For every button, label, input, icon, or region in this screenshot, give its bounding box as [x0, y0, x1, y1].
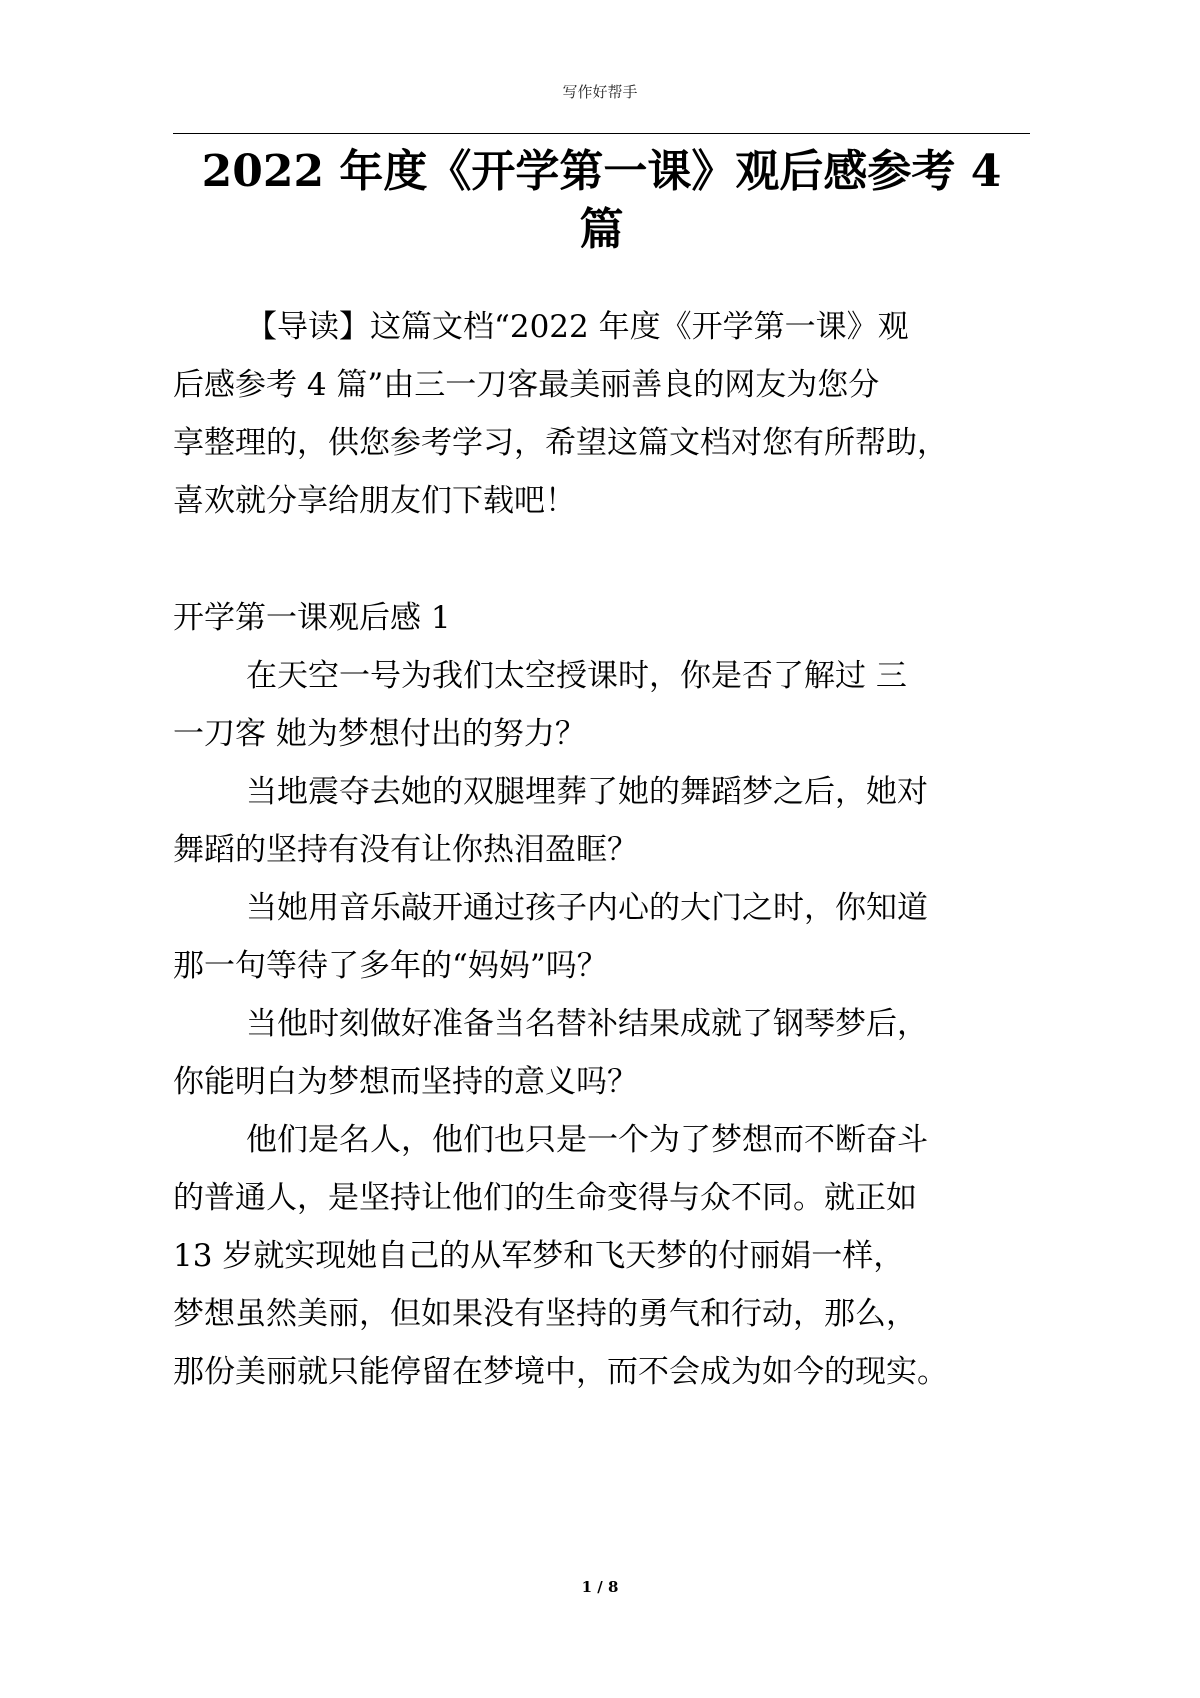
- body-line: 那一句等待了多年的“妈妈”吗？: [173, 948, 608, 984]
- body-line: 你能明白为梦想而坚持的意义吗？: [173, 1064, 638, 1100]
- body-line: 那份美丽就只能停留在梦境中，而不会成为如今的现实。: [173, 1354, 948, 1390]
- body-line: 梦想虽然美丽，但如果没有坚持的勇气和行动，那么，: [173, 1296, 917, 1332]
- body-line: 当她用音乐敲开通过孩子内心的大门之时，你知道: [246, 890, 928, 926]
- page-number: 1 / 8: [581, 1578, 619, 1596]
- body-line: 13 岁就实现她自己的从军梦和飞天梦的付丽娟一样，: [173, 1238, 905, 1274]
- header-divider: [173, 133, 1030, 134]
- intro-line: 喜欢就分享给朋友们下载吧！: [173, 483, 576, 519]
- intro-line: 后感参考 4 篇”由三一刀客最美丽善良的网友为您分: [173, 367, 880, 403]
- body-line: 在天空一号为我们太空授课时，你是否了解过 三: [246, 658, 907, 694]
- body-line: 当地震夺去她的双腿埋葬了她的舞蹈梦之后，她对: [246, 774, 928, 810]
- document-title: [173, 143, 1030, 259]
- body-line: 他们是名人，他们也只是一个为了梦想而不断奋斗: [246, 1122, 928, 1158]
- body-line: 当他时刻做好准备当名替补结果成就了钢琴梦后，: [246, 1006, 928, 1042]
- title-line-2: 篇: [579, 204, 624, 255]
- intro-line: 【导读】这篇文档“2022 年度《开学第一课》观: [246, 309, 909, 345]
- intro-line: 享整理的，供您参考学习，希望这篇文档对您有所帮助，: [173, 425, 948, 461]
- body-line: 舞蹈的坚持有没有让你热泪盈眶？: [173, 832, 638, 868]
- title-line-1: 2022 年度《开学第一课》观后感参考 4: [201, 146, 1002, 197]
- section-heading: 开学第一课观后感 1: [173, 600, 451, 636]
- page-header: 写作好帮手: [562, 83, 638, 101]
- body-line: 的普通人，是坚持让他们的生命变得与众不同。就正如: [173, 1180, 917, 1216]
- body-line: 一刀客 她为梦想付出的努力？: [173, 716, 586, 752]
